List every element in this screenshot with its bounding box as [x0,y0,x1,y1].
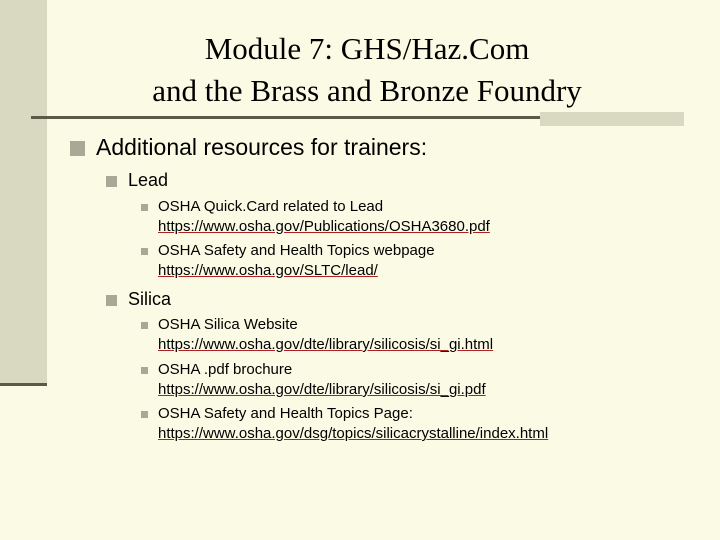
resource-link[interactable]: https://www.osha.gov/dsg/topics/silicacrystalline/index.html [158,425,549,442]
resources-heading: Additional resources for trainers: [96,134,428,160]
resource-title: OSHA Safety and Health Topics Page: [158,405,413,422]
bullet-icon [141,367,148,374]
bullet-icon [141,248,148,255]
resource-title: OSHA Quick.Card related to Lead [158,198,384,215]
resource-title: OSHA Safety and Health Topics webpage [158,242,435,259]
title-line-1: Module 7: GHS/Haz.Com [204,31,530,66]
section-label-lead: Lead [128,170,169,190]
section-label-silica: Silica [128,289,172,309]
resource-item [158,360,486,400]
resource-item [158,404,548,444]
bullet-icon [141,411,148,418]
resource-item [158,197,490,237]
side-accent-bar [0,0,47,384]
bullet-icon [70,141,85,156]
bullet-icon [106,176,117,187]
resource-link[interactable]: https://www.osha.gov/dte/library/silicosis/si_gi.html [158,336,494,353]
resource-link[interactable]: https://www.osha.gov/Publications/OSHA3680.pdf [158,218,490,235]
side-accent-line [0,383,47,386]
bullet-icon [141,322,148,329]
bullet-icon [106,295,117,306]
resource-title: OSHA Silica Website [158,316,298,333]
resource-item [158,241,435,281]
title-line-2: and the Brass and Bronze Foundry [152,73,582,108]
bullet-icon [141,204,148,211]
slide-title [47,28,687,112]
resource-link[interactable]: https://www.osha.gov/dte/library/silicosis/si_gi.pdf [158,381,486,398]
resource-link[interactable]: https://www.osha.gov/SLTC/lead/ [158,262,378,279]
resource-title: OSHA .pdf brochure [158,361,293,378]
resource-item [158,315,493,355]
title-divider-block [540,112,684,126]
